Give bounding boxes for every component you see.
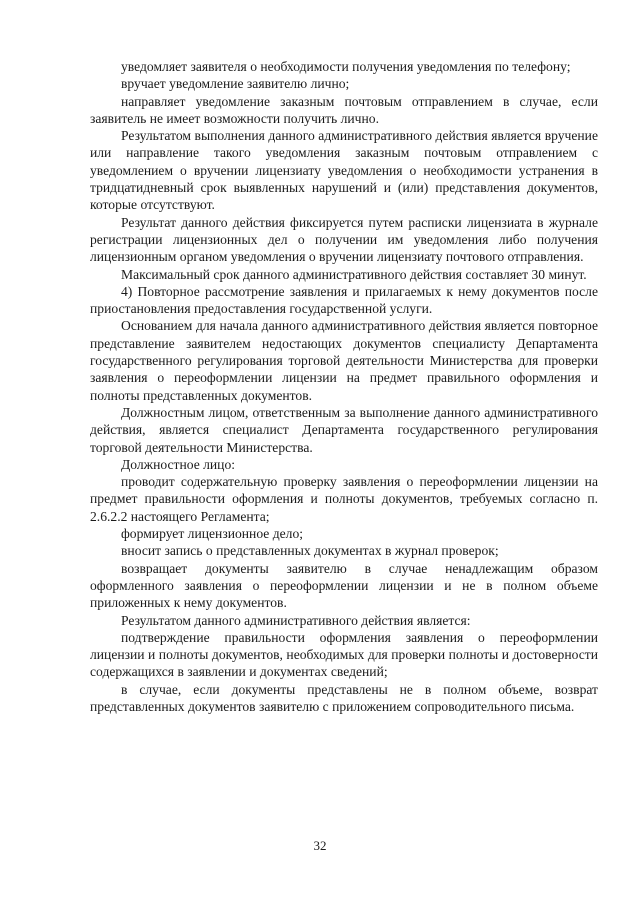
document-body [90,58,598,715]
paragraph-2: вручает уведомление заявителю лично; [121,76,350,92]
paragraph-10: Должностное лицо: [121,456,236,472]
paragraph-8: Основанием для начала данного административного действия является повторное представление заявителем недостающих документов специалисту Департамента государственного регулирования торговой деятельности Министерства для проверки заявления о переоформлении лицензии на предмет правильного оформления и полноты представленных документов. [90,318,598,403]
paragraph-6: Максимальный срок данного административного действия составляет 30 минут. [121,266,587,282]
paragraph-16: подтверждение правильности оформления заявления о переоформлении лицензии и полноты документов, необходимых для проверки полноты и достоверности содержащихся в заявлении и документах сведений; [90,629,598,680]
paragraph-1: уведомляет заявителя о необходимости получения уведомления по телефону; [121,59,571,74]
paragraph-15: Результатом данного административного действия является: [121,612,471,628]
paragraph-13: вносит запись о представленных документах в журнал проверок; [121,543,499,559]
paragraph-14: возвращает документы заявителю в случае ненадлежащим образом оформленного заявления о переоформлении лицензии и не в полном объеме приложенных к нему документов. [90,560,598,611]
paragraph-3: направляет уведомление заказным почтовым отправлением в случае, если заявитель не имеет возможности получить лично. [90,93,598,126]
paragraph-12: формирует лицензионное дело; [121,526,304,542]
paragraph-5: Результат данного действия фиксируется путем расписки лицензиата в журнале регистрации лицензионных дел о получении им уведомления либо получения лицензионным органом уведомления о вручении лицензиату почтового отправления. [90,214,598,265]
paragraph-17: в случае, если документы представлены не в полном объеме, возврат представленных документов заявителю с приложением сопроводительного письма. [90,681,598,714]
paragraph-7: 4) Повторное рассмотрение заявления и прилагаемых к нему документов после приостановления предоставления государственной услуги. [90,283,598,317]
paragraph-11: проводит содержательную проверку заявления о переоформлении лицензии на предмет правильности оформления и полноты документов, требуемых согласно п. 2.6.2.2 настоящего Регламента; [90,474,598,524]
paragraph-9: Должностным лицом, ответственным за выполнение данного административного действия, является специалист Департамента государственного регулирования торговой деятельности Министерства. [90,404,598,455]
page-number: 32 [313,838,327,853]
paragraph-4: Результатом выполнения данного административного действия является вручение или направление такого уведомления заказным почтовым отправлением с уведомлением о вручении лицензиату уведомления о необходимости устранения в тридцатидневный срок выявленных нарушений и (или) представления документов, которые отсутствуют. [90,128,598,213]
